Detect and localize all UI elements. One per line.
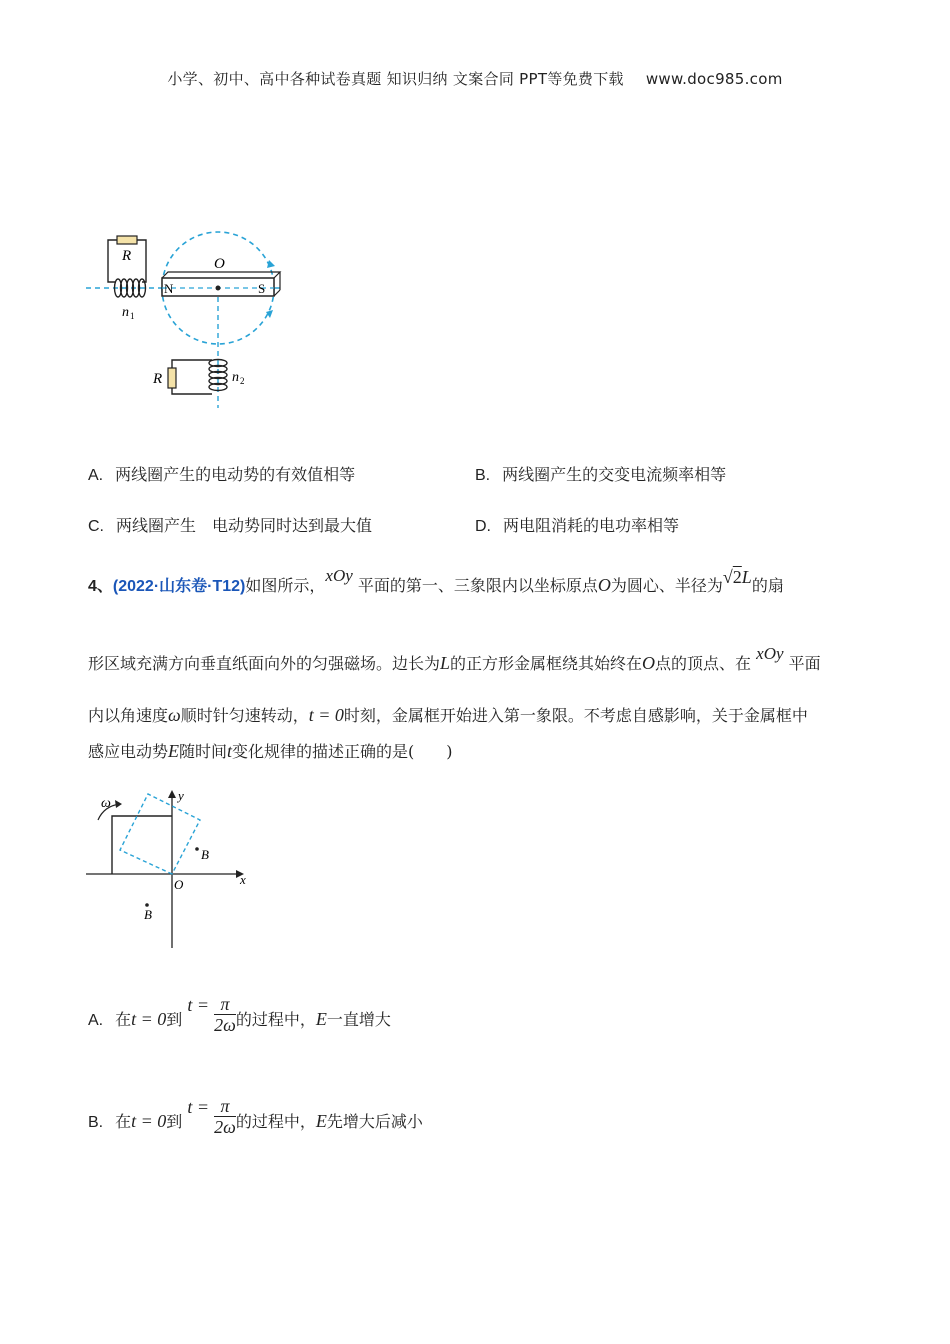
header-site: www.doc985.com	[645, 70, 783, 88]
center-point	[216, 286, 221, 291]
label-R-bottom: R	[153, 371, 163, 387]
fraction-pi-over-2omega: $\frac{\pi}{2\omega}$	[214, 1096, 236, 1137]
label-x: x	[240, 872, 246, 887]
label-n2-sub: 2	[240, 376, 245, 386]
label-n2: n	[232, 370, 239, 385]
q3-option-a[interactable]: A. 两线圈产生的电动势的有效值相等	[88, 465, 356, 484]
square-frame-solid	[112, 816, 172, 874]
label-O: O	[214, 256, 225, 272]
label-n1: n	[122, 305, 129, 320]
label-R-top: R	[122, 248, 132, 264]
figure-magnet-coils	[80, 200, 300, 420]
label-N: N	[164, 281, 174, 296]
coil1-wire-right	[137, 240, 146, 282]
magnet-top-face	[162, 272, 280, 278]
header-text: 小学、初中、高中各种试卷真题 知识归纳 文案合同 PPT等免费下载	[167, 70, 624, 88]
q4-option-a[interactable]: A. 在t = 0到 t = $\frac{\pi}{2\omega}$ 的过程中，E一直增大	[88, 994, 391, 1035]
q4-option-b[interactable]: B. 在t = 0到 t = $\frac{\pi}{2\omega}$ 的过程中，E先增大后减小	[88, 1096, 423, 1137]
q4-source: (2022·山东卷·T12)	[112, 578, 246, 595]
square-frame-rotated	[120, 794, 200, 874]
figure-rotating-frame	[86, 786, 256, 956]
q4-line-4: 感应电动势E随时间t变化规律的描述正确的是( )	[88, 741, 453, 761]
q4-line-2: 形区域充满方向垂直纸面向外的匀强磁场。边长为L的正方形金属框绕其始终在O点的顶点、在 xOy 平面	[88, 644, 821, 673]
q3-option-d[interactable]: D. 两电阻消耗的电功率相等	[475, 516, 680, 535]
coil1-wire-left	[108, 240, 118, 282]
label-n1-sub: 1	[130, 311, 135, 321]
q4-line-3: 内以角速度ω顺时针匀速转动，t = 0时刻，金属框开始进入第一象限。不考虑自感影响，关于金属框中	[88, 705, 808, 725]
label-O2: O	[174, 877, 184, 892]
fraction-pi-over-2omega: $\frac{\pi}{2\omega}$	[214, 994, 236, 1035]
page-header	[0, 68, 950, 89]
q3-option-b[interactable]: B. 两线圈产生的交变电流频率相等	[475, 465, 727, 484]
label-B2: B	[144, 907, 152, 922]
label-S: S	[258, 281, 266, 296]
field-dot-1	[195, 847, 199, 851]
label-y: y	[178, 788, 184, 803]
q4-line-1: 4、(2022·山东卷·T12)如图所示，xOy 平面的第一、三象限内以坐标原点O为圆心、半径为√2L的扇	[88, 566, 784, 595]
resistor-bottom	[168, 368, 176, 388]
q3-option-c[interactable]: C. 两线圈产生 电动势同时达到最大值	[88, 516, 373, 535]
label-B1: B	[201, 847, 209, 862]
coil2-wire	[172, 360, 212, 394]
resistor-top	[117, 236, 137, 244]
label-omega: ω	[101, 796, 111, 811]
circle-arrow-top	[267, 260, 275, 268]
